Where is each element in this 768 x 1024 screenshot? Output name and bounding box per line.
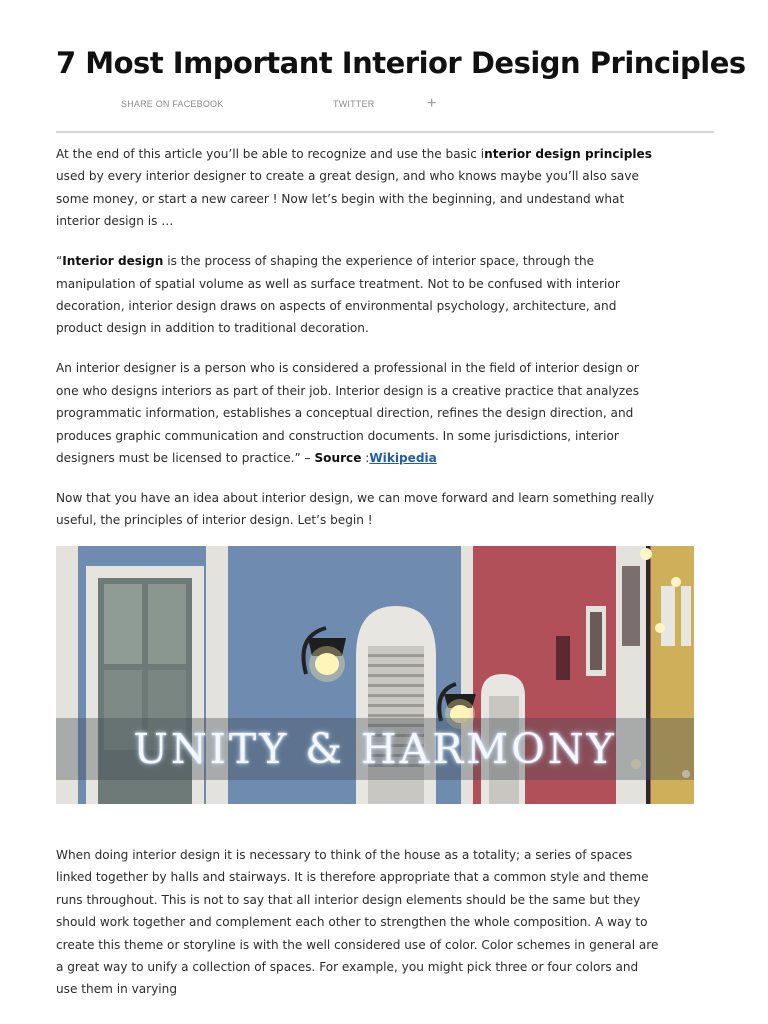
unity-paragraph: When doing interior design it is necessary to think of the house as a totality; a series of spaces linked together by halls and stairways. It is therefore appropriate that a common style and theme runs throughout. This is not to say that all interior design elements should be the same but they should work together and complement each other to strengthen the whole composition. A way to create this theme or storyline is with the well considered use of color. Color schemes in general are a great way to unify a collection of spaces. For example, you might pick three or four colors and use them in varying (56, 848, 659, 997)
definition-paragraph (56, 250, 662, 340)
intro-paragraph (56, 143, 662, 233)
article-title: 7 Most Important Interior Design Principles (56, 46, 746, 80)
quote-open-mark: “ (56, 254, 63, 269)
hero-caption: UNITY & HARMONY (56, 718, 694, 780)
source-label: Source (314, 451, 362, 466)
share-facebook-link[interactable]: SHARE ON FACEBOOK (121, 99, 224, 109)
transition-paragraph: Now that you have an idea about interior design, we can move forward and learn something really useful, the principles of interior design. Let’s begin ! (56, 491, 655, 528)
unity-section-body (56, 844, 662, 1001)
designer-text: An interior designer is a person who is considered a professional in the field of interior design or one who designs interiors as part of their job. Interior design is a creative practice that analyzes programmatic information, establishes a conceptual direction, refines the design direction, and produces graphic communication and construction documents. In some jurisdictions, interior designers must be licensed to practice.” – (56, 361, 639, 466)
intro-text-a: At the end of this article you’ll be able to recognize and use the basic i (56, 147, 485, 161)
wikipedia-link[interactable]: Wikipedia (369, 451, 437, 466)
designer-paragraph (56, 357, 662, 469)
definition-text: is the process of shaping the experience of interior space, through the manipulation of spatial volume as well as surface treatment. Not to be confused with interior decoration, interior design draws on aspects of environmental psychology, architecture, and product design in addition to traditional decoration. (56, 254, 620, 336)
article-body (56, 143, 662, 549)
share-twitter-link[interactable]: TWITTER (333, 99, 375, 109)
share-bar (0, 95, 768, 115)
header-divider (56, 131, 714, 133)
definition-term: Interior design (62, 254, 164, 269)
source-separator: : (361, 451, 370, 466)
intro-text-b: used by every interior designer to create a great design, and who knows maybe you’ll also save some money, or start a new career ! Now let’s begin with the beginning, and undestand what interior design is … (56, 169, 639, 229)
intro-bold-term: nterior design principles (484, 147, 652, 161)
more-share-icon[interactable]: + (427, 95, 437, 112)
